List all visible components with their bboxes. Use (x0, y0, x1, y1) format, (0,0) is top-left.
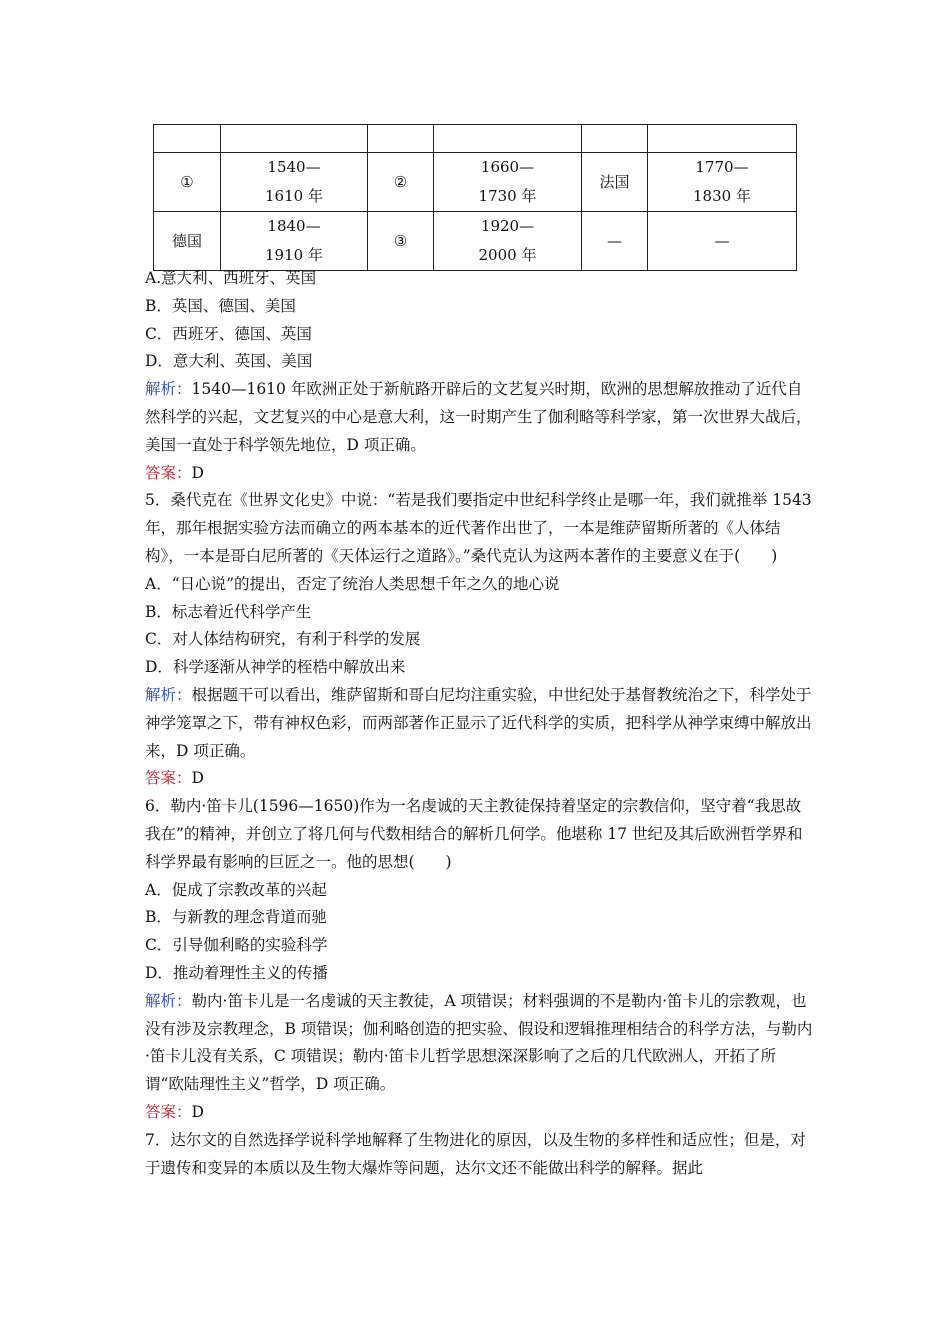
table-cell: 1920— 2000 年 (434, 212, 582, 271)
table-header-cell (434, 125, 582, 153)
table-cell: 1840— 1910 年 (221, 212, 368, 271)
question-stem: 7．达尔文的自然选择学说科学地解释了生物进化的原因，以及生物的多样性和适应性；但是，对于遗传和变异的本质以及生物大爆炸等问题，达尔文还不能做出科学的解释。据此 (145, 1130, 806, 1177)
table-cell: — (648, 212, 797, 271)
table-cell: — (582, 212, 648, 271)
analysis-text: 勒内·笛卡儿是一名虔诚的天主教徒，A 项错误；材料强调的不是勒内·笛卡儿的宗教观，也没有涉及宗教理念，B 项错误；伽利略创造的把实验、假设和逻辑推理相结合的科学方法，与勒内·笛卡儿没有关系，C 项错误；勒内·笛卡儿哲学思想深深影响了之后的几代欧洲人，开拓了所谓“欧陆理性主义”哲学，D 项正确。 (145, 991, 813, 1094)
table-row (154, 212, 797, 271)
answer-line (145, 460, 813, 488)
option-d: D．意大利、英国、美国 (145, 352, 313, 371)
answer-line (145, 765, 813, 793)
answer-value: D (191, 463, 204, 482)
answer-line (145, 1099, 813, 1127)
option-d: D．科学逐渐从神学的桎梏中解放出来 (145, 658, 406, 677)
analysis-text: 根据题干可以看出，维萨留斯和哥白尼均注重实验，中世纪处于基督教统治之下，科学处于神学笼罩之下，带有神权色彩，而两部著作正显示了近代科学的实质，把科学从神学束缚中解放出来，D 项正确。 (145, 685, 812, 760)
option-b: B．标志着近代科学产生 (145, 602, 312, 621)
question-text (145, 265, 813, 1182)
option-b: B．英国、德国、美国 (145, 296, 296, 315)
table-header-cell (154, 125, 221, 153)
option-c: C．西班牙、德国、英国 (145, 324, 312, 343)
country-period-table (153, 124, 797, 271)
analysis-paragraph (145, 988, 813, 1099)
option-b: B．与新教的理念背道而驰 (145, 908, 327, 927)
analysis-text: 1540—1610 年欧洲正处于新航路开辟后的文艺复兴时期，欧洲的思想解放推动了近代自然科学的兴起，文艺复兴的中心是意大利，这一时期产生了伽利略等科学家，第一次世界大战后，美国一直处于科学领先地位，D 项正确。 (145, 380, 812, 454)
table-header-cell (648, 125, 797, 153)
option-c: C．引导伽利略的实验科学 (145, 936, 328, 955)
option-a: A.意大利、西班牙、英国 (145, 269, 317, 287)
analysis-paragraph (145, 376, 813, 459)
table-row (154, 153, 797, 212)
question-stem: 5．桑代克在《世界文化史》中说：“若是我们要指定中世纪科学终止是哪一年，我们就推举 1543 年，那年根据实验方法而确立的两本基本的近代著作出世了，一本是维萨留斯所著的《人体结构》，一本是哥白尼所著的《天体运行之道路》。”桑代克认为这两本著作的主要意义在于( ) (145, 491, 812, 565)
question-stem: 6．勒内·笛卡儿(1596—1650)作为一名虔诚的天主教徒保持着坚定的宗教信仰，坚守着“我思故我在”的精神，并创立了将几何与代数相结合的解析几何学。他堪称 17 世纪及其后欧洲哲学界和科学界最有影响的巨匠之一。他的思想( ) (145, 797, 803, 871)
table-cell: ① (154, 153, 221, 212)
option-a: A．“日心说”的提出，否定了统治人类思想千年之久的地心说 (145, 574, 560, 593)
table-cell: ② (368, 153, 434, 212)
answer-value: D (191, 769, 204, 788)
table-cell: 1660— 1730 年 (434, 153, 582, 212)
table-cell: 1770— 1830 年 (648, 153, 797, 212)
table-cell: ③ (368, 212, 434, 271)
table-header-cell (582, 125, 648, 153)
option-d: D．推动着理性主义的传播 (145, 963, 328, 982)
analysis-label: 解析： (145, 991, 192, 1010)
table-header-row (154, 125, 797, 153)
answer-label: 答案： (145, 463, 192, 482)
analysis-label: 解析： (145, 380, 192, 399)
analysis-paragraph (145, 682, 813, 765)
option-c: C．对人体结构研究，有利于科学的发展 (145, 630, 421, 649)
table-cell: 1540— 1610 年 (221, 153, 368, 212)
answer-value: D (191, 1102, 204, 1121)
analysis-label: 解析： (145, 685, 192, 704)
table-header-cell (368, 125, 434, 153)
table-cell: 法国 (582, 153, 648, 212)
option-a: A．促成了宗教改革的兴起 (145, 880, 327, 899)
answer-label: 答案： (145, 1102, 192, 1121)
table-header-cell (221, 125, 368, 153)
table-cell: 德国 (154, 212, 221, 271)
answer-label: 答案： (145, 769, 192, 788)
